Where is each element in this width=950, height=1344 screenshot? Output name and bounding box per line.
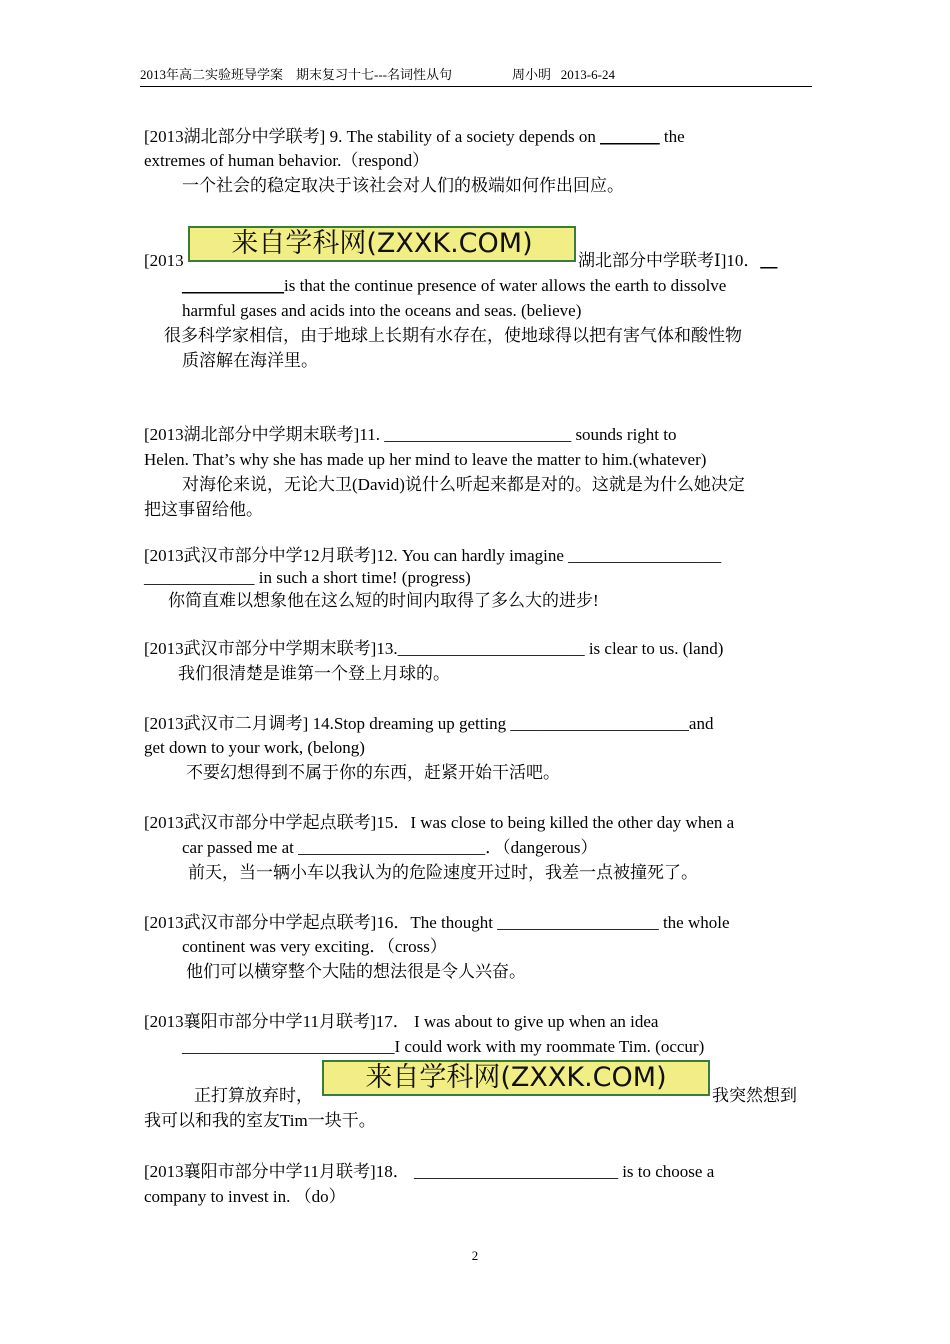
q16-line1: [2013武汉市部分中学起点联考]16．The thought ___________________ the whole	[144, 913, 730, 932]
q18-line2: company to invest in. （do）	[144, 1187, 346, 1206]
q15-chinese: 前天，当一辆小车以我认为的危险速度开过时，我差一点被撞死了。	[188, 863, 698, 882]
q13-chinese: 我们很清楚是谁第一个登上月球的。	[178, 664, 450, 683]
q12-line2: _____________ in such a short time! (progress)	[144, 568, 471, 587]
q16-line2: continent was very exciting．（cross）	[182, 937, 447, 956]
q17-chinese1a: 正打算放弃时，	[194, 1086, 313, 1105]
q16-chinese: 他们可以横穿整个大陆的想法很是令人兴奋。	[186, 962, 526, 981]
q15-line1: [2013武汉市部分中学起点联考]15．I was close to being killed the other day when a	[144, 813, 735, 832]
q15-line2: car passed me at ______________________．（dangerous）	[182, 838, 598, 857]
q13-line1: [2013武汉市部分中学期末联考]13.______________________ is clear to us. (land)	[144, 639, 724, 658]
q17-chinese2: 我可以和我的室友Tim一块干。	[144, 1111, 376, 1130]
q11-chinese1: 对海伦来说，无论大卫(David)说什么听起来都是对的。这就是为什么她决定	[182, 475, 745, 494]
q9-blank: _______	[600, 127, 660, 146]
watermark-logo-2: 来自学科网(ZXXK.COM)	[322, 1060, 710, 1096]
q9-line1: [2013湖北部分中学联考] 9. The stability of a society depends on _______ the	[144, 127, 685, 146]
watermark-logo: 来自学科网(ZXXK.COM)	[188, 226, 576, 262]
q18-line1: [2013襄阳市部分中学11月联考]18． ________________________ is to choose a	[144, 1162, 715, 1181]
q10-prefix: [2013	[144, 251, 184, 270]
q10-blank2: ____________	[182, 276, 284, 295]
q10-blank1: __	[760, 251, 778, 270]
q17-chinese1b: 我突然想到	[712, 1086, 797, 1105]
q14-line2: get down to your work, (belong)	[144, 738, 365, 757]
header-topic: 期末复习十七---名词性从句	[296, 67, 453, 82]
page-header	[140, 66, 812, 87]
q11-chinese2: 把这事留给他。	[144, 500, 263, 519]
header-author: 周小明	[512, 67, 552, 82]
q10-line2: ____________is that the continue presence of water allows the earth to dissolve	[182, 276, 727, 295]
q14-line1: [2013武汉市二月调考] 14.Stop dreaming up getting _____________________and	[144, 714, 714, 733]
q17-line1: [2013襄阳市部分中学11月联考]17． I was about to give up when an idea	[144, 1012, 659, 1031]
q9-chinese: 一个社会的稳定取决于该社会对人们的极端如何作出回应。	[182, 176, 624, 195]
header-title: 2013年高二实验班导学案	[140, 67, 284, 82]
header-date: 2013-6-24	[560, 67, 615, 82]
q10-chinese1: 很多科学家相信，由于地球上长期有水存在，使地球得以把有害气体和酸性物	[164, 326, 742, 345]
q10-line1: 湖北部分中学联考Ⅰ]10．__	[578, 251, 778, 270]
q11-line2: Helen. That’s why she has made up her mind to leave the matter to him.(whatever)	[144, 450, 707, 469]
q10-chinese2: 质溶解在海洋里。	[182, 351, 318, 370]
page-number: 2	[471, 1248, 479, 1263]
q10-line3: harmful gases and acids into the oceans and seas. (believe)	[182, 301, 582, 320]
q9-line2: extremes of human behavior.（respond）	[144, 151, 430, 170]
q12-chinese: 你简直难以想象他在这么短的时间内取得了多么大的进步!	[168, 591, 599, 610]
q11-line1: [2013湖北部分中学期末联考]11. ______________________ sounds right to	[144, 425, 677, 444]
q14-chinese: 不要幻想得到不属于你的东西，赶紧开始干活吧。	[186, 763, 560, 782]
q17-line2: _________________________I could work with my roommate Tim. (occur)	[182, 1037, 705, 1056]
q12-line1: [2013武汉市部分中学12月联考]12. You can hardly imagine __________________	[144, 546, 722, 565]
